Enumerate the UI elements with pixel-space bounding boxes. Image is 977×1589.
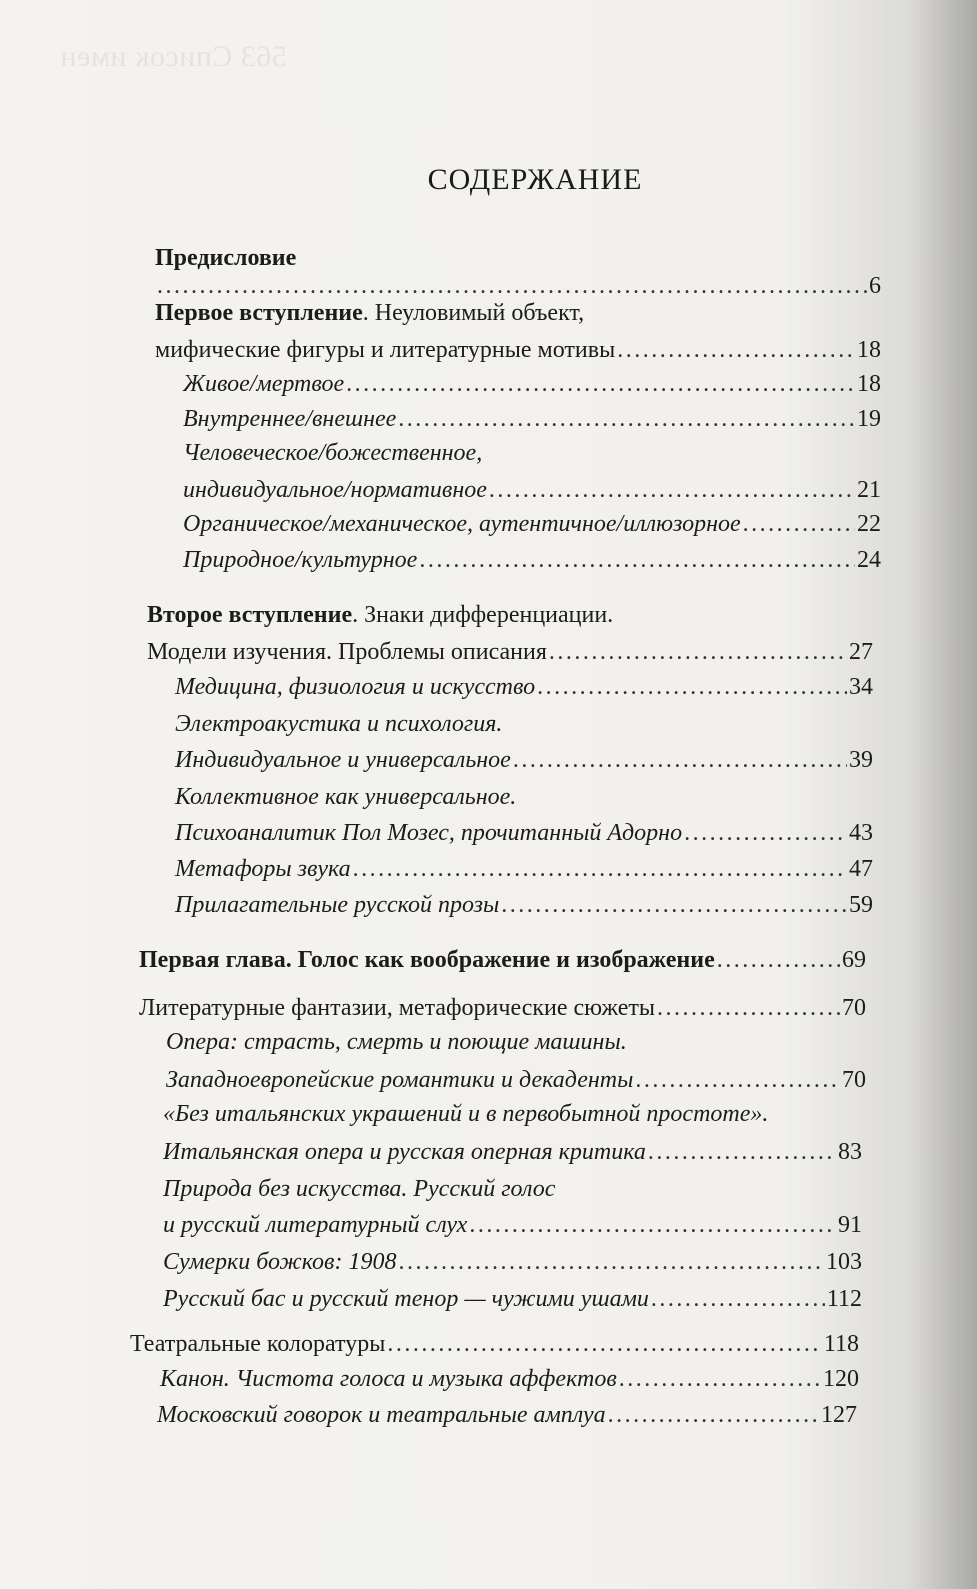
page-number: 70 [842, 995, 866, 1021]
toc-entry-intro2[interactable] [147, 634, 873, 670]
leader-dots [398, 1244, 824, 1280]
page-number: 21 [857, 477, 881, 503]
toc-entry-text: Канон. Чистота голоса и музыка аффектов [160, 1366, 617, 1392]
leader-dots [419, 542, 855, 578]
leader-dots [513, 742, 847, 778]
toc-entry-intro2-text: Модели изучения. Проблемы описания [147, 639, 547, 665]
toc-entry-text: Московский говорок и театральные амплуа [157, 1402, 606, 1428]
toc-entry-text: Итальянская опера и русская оперная критика [163, 1139, 646, 1165]
page-number: 112 [826, 1286, 862, 1312]
toc-entry-human-divine[interactable] [183, 472, 881, 508]
toc-entry-text: Первая глава. Голос как воображение и изображение [139, 947, 715, 973]
page-number: 27 [849, 639, 873, 665]
leader-dots [489, 472, 855, 508]
toc-entry-moscow[interactable] [157, 1397, 857, 1433]
toc-entry-text: Внутреннее/внешнее [183, 406, 397, 432]
toc-entry-text: Западноевропейские романтики и декаденты [166, 1067, 634, 1093]
toc-entry-coloratura[interactable] [130, 1326, 859, 1362]
page-number: 127 [821, 1402, 857, 1428]
toc-entry-text: Театральные колоратуры [130, 1331, 386, 1357]
leader-dots [469, 1207, 836, 1243]
toc-entry-twilight[interactable] [163, 1244, 862, 1280]
page-number: 70 [842, 1067, 866, 1093]
toc-entry-human-divine-line1: Человеческое/божественное, [183, 440, 483, 466]
leader-dots [387, 1326, 822, 1362]
leader-dots [353, 851, 847, 887]
toc-entry-italian[interactable] [163, 1134, 862, 1170]
toc-entry-inner-outer[interactable] [183, 401, 881, 437]
toc-entry-italian-line1: «Без итальянских украшений и в первобытной простоте». [163, 1101, 769, 1127]
toc-entry-electroacoustics-line1: Электроакустика и психология. [175, 711, 503, 737]
leader-dots [651, 1281, 825, 1317]
toc-entry-text: Индивидуальное и универсальное [175, 747, 511, 773]
page-number: 120 [823, 1366, 859, 1392]
toc-entry-text: Живое/мертвое [183, 371, 345, 397]
toc-entry-living-dead[interactable] [183, 366, 881, 402]
toc-entry-natural-cultural[interactable] [183, 542, 881, 578]
leader-dots [684, 815, 847, 851]
page-number: 103 [826, 1249, 862, 1275]
leader-dots [398, 401, 855, 437]
toc-entry-text: Психоаналитик Пол Мозес, прочитанный Адорно [175, 820, 683, 846]
toc-entry-text: индивидуальное/нормативное [183, 477, 487, 503]
leader-dots [346, 366, 855, 402]
page-number: 83 [838, 1139, 862, 1165]
leader-dots [648, 1134, 836, 1170]
toc-entry-organic-mechanical[interactable] [183, 506, 881, 542]
leader-dots [717, 942, 840, 978]
toc-entry-intro1-bold: Первое вступление [155, 300, 363, 326]
toc-entry-text: Сумерки божков: 1908 [163, 1249, 397, 1275]
leader-dots [657, 990, 840, 1026]
page-number: 6 [869, 273, 881, 299]
page-number: 24 [857, 547, 881, 573]
page-title: СОДЕРЖАНИЕ [427, 163, 643, 196]
toc-entry-adjectives[interactable] [175, 887, 873, 923]
page-number: 34 [849, 674, 873, 700]
leader-dots [608, 1397, 819, 1433]
page-number: 91 [838, 1212, 862, 1238]
page-number: 69 [842, 947, 866, 973]
leader-dots [537, 669, 847, 705]
toc-entry-intro1-text: мифические фигуры и литературные мотивы [155, 337, 616, 363]
toc-entry-medicine[interactable] [175, 669, 873, 705]
page-number: 118 [823, 1331, 859, 1357]
page-number: 18 [857, 371, 881, 397]
toc-entry-text: Медицина, физиология и искусство [175, 674, 536, 700]
page-number: 59 [849, 892, 873, 918]
toc-entry-text: Метафоры звука [175, 856, 351, 882]
page-number: 19 [857, 406, 881, 432]
page-number: 18 [857, 337, 881, 363]
toc-entry-intro1-rest: . Неуловимый объект, [362, 300, 585, 326]
toc-entry-text: и русский литературный слух [163, 1212, 468, 1238]
toc-entry-intro2-line1 [147, 597, 613, 633]
page-number: 39 [849, 747, 873, 773]
page-number: 22 [857, 511, 881, 537]
leader-dots [635, 1062, 840, 1098]
toc-entry-chapter1[interactable] [139, 942, 866, 978]
toc-entry-opera[interactable] [166, 1062, 866, 1098]
toc-entry-text: Литературные фантазии, метафорические сюжеты [139, 995, 656, 1021]
toc-entry-literary-fantasies[interactable] [139, 990, 866, 1026]
toc-entry-text: Органическое/механическое, аутентичное/иллюзорное [183, 511, 741, 537]
leader-dots [619, 1361, 821, 1397]
page-number: 47 [849, 856, 873, 882]
toc-entry-collective-line1: Коллективное как универсальное. [175, 784, 517, 810]
leader-dots [501, 887, 847, 923]
toc-entry-intro2-bold: Второе вступление [147, 602, 353, 628]
toc-entry-opera-line1: Опера: страсть, смерть и поющие машины. [166, 1029, 627, 1055]
leader-dots [617, 332, 855, 368]
toc-entry-bass-tenor[interactable] [163, 1281, 862, 1317]
toc-entry-canon[interactable] [160, 1361, 859, 1397]
toc-entry-text: Прилагательные русской прозы [175, 892, 500, 918]
toc-entry-intro1-line1 [155, 295, 584, 331]
bleed-through-text: 563 Список имен [60, 40, 287, 73]
toc-entry-collective[interactable] [175, 815, 873, 851]
toc-entry-nature[interactable] [163, 1207, 862, 1243]
toc-entry-intro1[interactable] [155, 332, 881, 368]
toc-entry-preface-label: Предисловие [155, 245, 297, 271]
toc-entry-intro2-rest: . Знаки дифференциации. [352, 602, 614, 628]
toc-entry-text: Русский бас и русский тенор — чужими ушами [163, 1286, 649, 1312]
toc-entry-nature-line1: Природа без искусства. Русский голос [163, 1176, 556, 1202]
toc-entry-sound-metaphors[interactable] [175, 851, 873, 887]
toc-entry-text: Природное/культурное [183, 547, 418, 573]
leader-dots [743, 506, 855, 542]
leader-dots [549, 634, 847, 670]
page-number: 43 [849, 820, 873, 846]
toc-entry-electroacoustics[interactable] [175, 742, 873, 778]
